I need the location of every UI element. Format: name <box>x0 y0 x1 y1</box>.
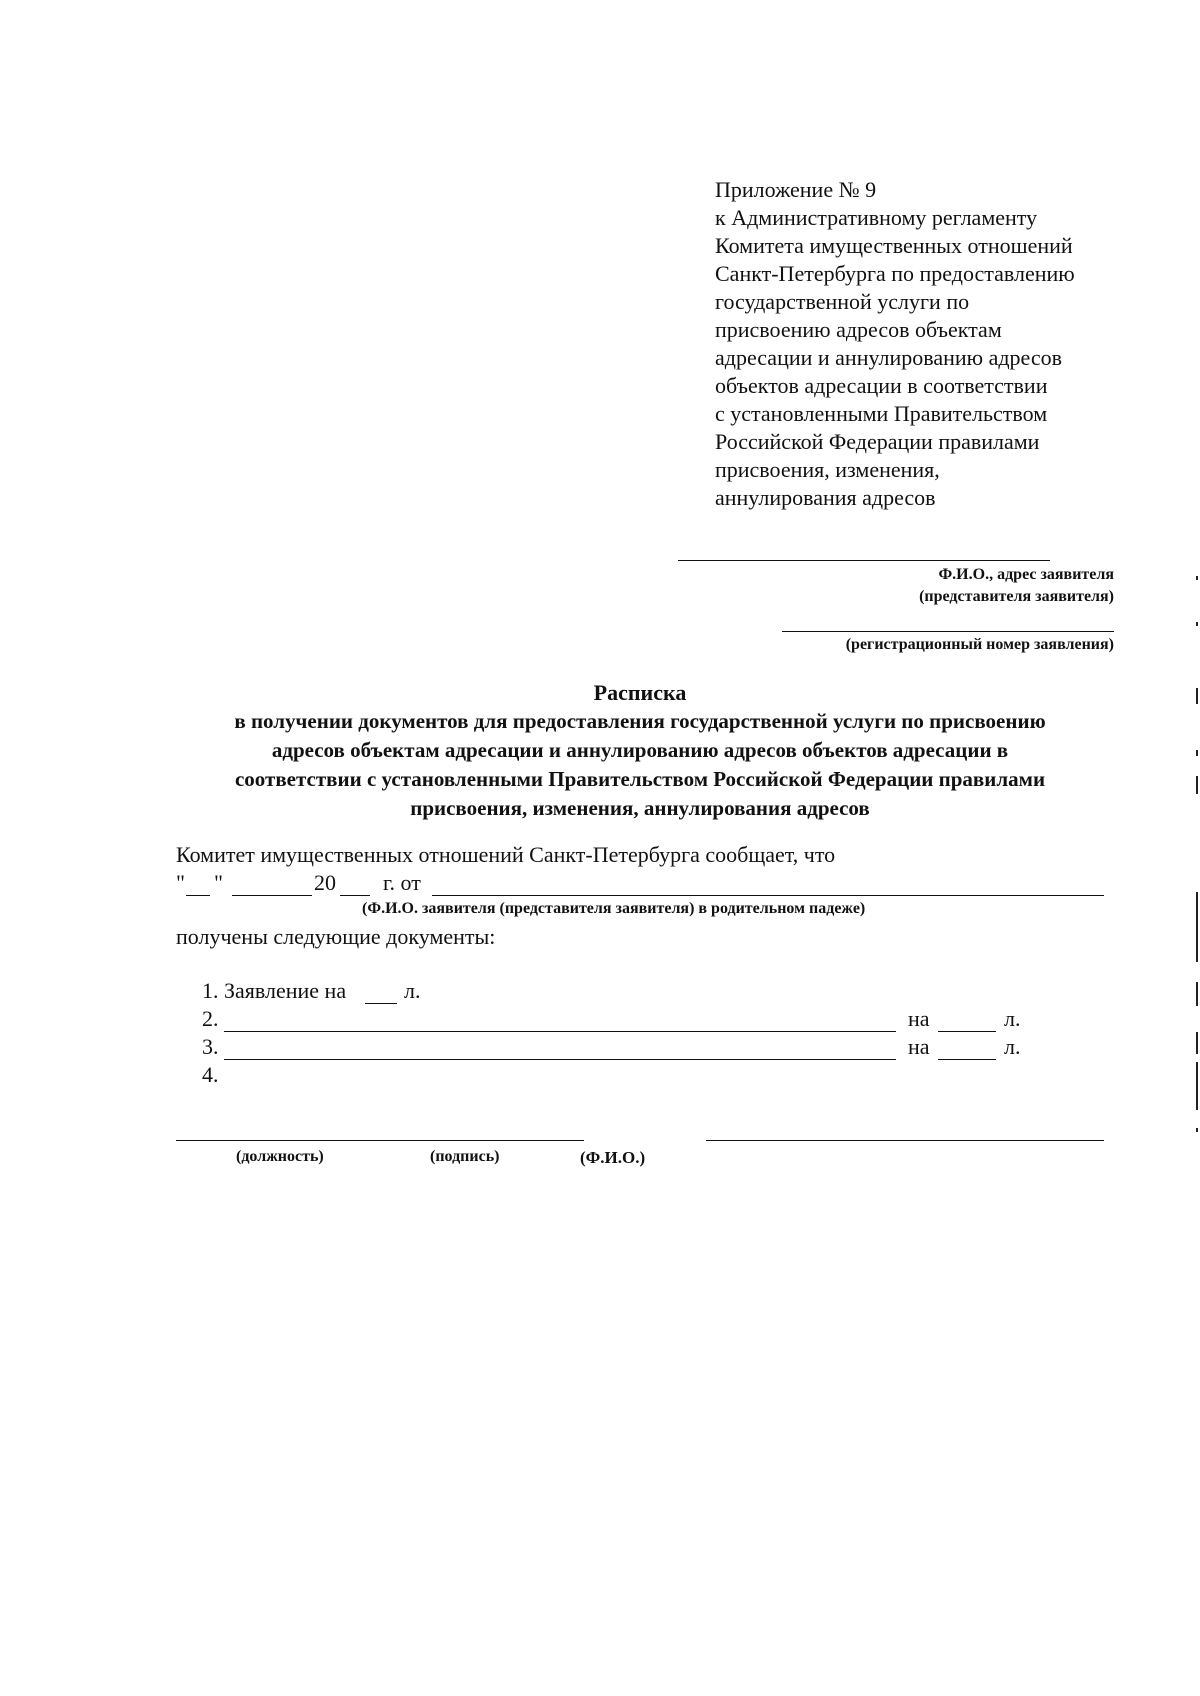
scan-artifact <box>1196 576 1198 580</box>
scan-artifact <box>1196 892 1198 962</box>
appendix-block <box>715 176 1135 512</box>
scan-artifact <box>1196 1128 1198 1132</box>
day-blank <box>186 895 210 896</box>
scan-artifact <box>1196 982 1198 1006</box>
doc-item-3-na: на <box>908 1034 930 1059</box>
scan-artifact <box>1196 1032 1198 1054</box>
applicant-caption: Ф.И.О., адрес заявителя <box>938 566 1114 583</box>
document-title <box>160 678 1120 823</box>
title-line: присвоения, изменения, аннулирования адресов <box>410 796 870 820</box>
appendix-line: адресации и аннулированию адресов <box>715 345 1063 370</box>
title-line: адресов объектам адресации и аннулированию адресов объектов адресации в <box>271 738 1009 762</box>
year-blank <box>340 895 370 896</box>
intro-text: Комитет имущественных отношений Санкт-Петербурга сообщает, что <box>176 842 836 867</box>
appendix-line: с установленными Правительством <box>715 401 1048 426</box>
appendix-line: присвоения, изменения, <box>715 457 940 482</box>
position-caption: (должность) <box>236 1148 324 1165</box>
registration-number-line <box>782 631 1114 632</box>
doc-item-2-l: л. <box>1004 1006 1021 1031</box>
scan-artifact <box>1196 688 1198 704</box>
appendix-line: Санкт-Петербурга по предоставлению <box>715 261 1075 286</box>
doc-item-3-pages-blank <box>938 1059 996 1060</box>
appendix-line: Приложение № 9 <box>715 177 877 202</box>
appendix-line: Комитета имущественных отношений <box>715 233 1073 258</box>
doc-item-3-num: 3. <box>202 1034 219 1059</box>
doc-item-1: 1. Заявление на <box>202 978 347 1003</box>
signature-left-line <box>176 1140 584 1141</box>
fio-caption: (Ф.И.О. заявителя (представителя заявителя) в родительном падеже) <box>362 900 866 917</box>
quote-open: " <box>176 870 185 895</box>
scan-artifact <box>1196 622 1198 626</box>
quote-close: " <box>214 870 223 895</box>
scan-artifact <box>1196 750 1198 756</box>
doc-item-4-num: 4. <box>202 1062 219 1087</box>
scan-artifact <box>1196 776 1198 794</box>
signature-caption: (подпись) <box>430 1148 500 1165</box>
doc-item-1-suffix: л. <box>404 978 421 1003</box>
appendix-line: к Административному регламенту <box>715 205 1038 230</box>
appendix-line: аннулирования адресов <box>715 485 936 510</box>
title-line: в получении документов для предоставления государственной услуги по присвоению <box>234 709 1046 733</box>
signature-right-line <box>706 1140 1104 1141</box>
doc-item-1-pages-blank <box>365 1003 397 1004</box>
applicant-caption-rep: (представителя заявителя) <box>919 588 1114 605</box>
doc-item-2-pages-blank <box>938 1031 996 1032</box>
doc-item-2-num: 2. <box>202 1006 219 1031</box>
doc-item-3-name-blank <box>224 1059 896 1060</box>
appendix-line: объектов адресации в соответствии <box>715 373 1048 398</box>
appendix-line: присвоению адресов объектам <box>715 317 1002 342</box>
year-prefix: 20 <box>314 870 336 895</box>
appendix-line: Российской Федерации правилами <box>715 429 1040 454</box>
applicant-name-line <box>678 560 1050 561</box>
from-label: г. от <box>383 870 421 895</box>
doc-item-2-name-blank <box>224 1031 896 1032</box>
applicant-genitive-line <box>432 895 1104 896</box>
scan-artifact <box>1196 1062 1198 1110</box>
fio-signature-caption: (Ф.И.О.) <box>580 1148 646 1167</box>
month-blank <box>232 895 312 896</box>
doc-item-3-l: л. <box>1004 1034 1021 1059</box>
registration-number-caption: (регистрационный номер заявления) <box>845 636 1114 653</box>
doc-item-2-na: на <box>908 1006 930 1031</box>
title-heading: Расписка <box>593 680 687 705</box>
title-line: соответствии с установленными Правительством Российской Федерации правилами <box>234 767 1046 791</box>
appendix-line: государственной услуги по <box>715 289 970 314</box>
received-text: получены следующие документы: <box>176 924 496 949</box>
